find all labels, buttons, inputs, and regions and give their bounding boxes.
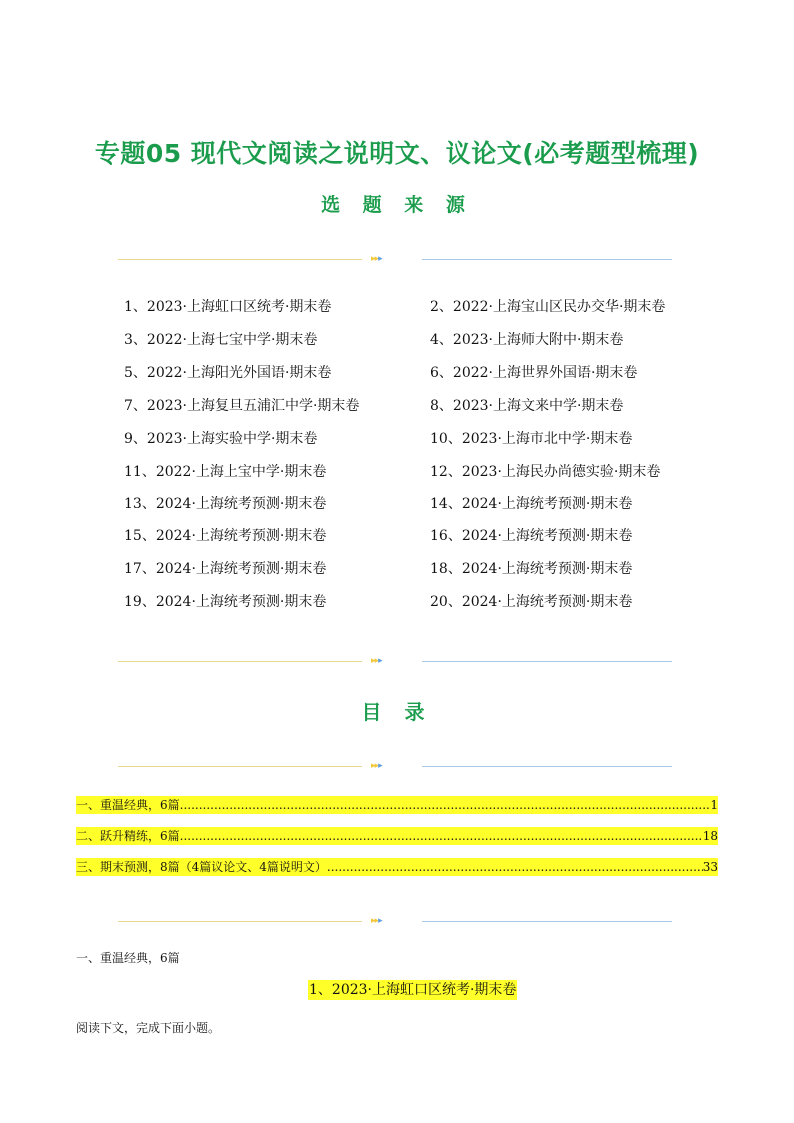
source-item: 8、2023·上海文来中学·期末卷 <box>430 398 624 414</box>
toc-page-number: 1 <box>710 798 718 812</box>
divider <box>118 256 672 264</box>
divider <box>118 658 672 666</box>
sources-heading: 选 题 来 源 <box>321 194 473 216</box>
toc-leader <box>180 796 711 814</box>
divider <box>118 763 672 771</box>
source-item: 6、2022·上海世界外国语·期末卷 <box>430 365 638 381</box>
instruction-text: 阅读下文，完成下面小题。 <box>76 1021 221 1035</box>
source-item: 4、2023·上海师大附中·期末卷 <box>430 332 624 348</box>
source-row <box>0 493 794 526</box>
toc-item[interactable] <box>76 796 718 814</box>
arrow-icon: ▸▸▸ <box>371 761 382 771</box>
source-row <box>0 296 794 329</box>
arrow-icon: ▸▸▸ <box>371 656 382 666</box>
source-row <box>0 395 794 428</box>
toc-item-label: 三、期末预测，8篇（4篇议论文、4篇说明文） <box>76 860 327 874</box>
source-row <box>0 428 794 461</box>
source-item: 18、2024·上海统考预测·期末卷 <box>430 561 633 577</box>
source-item: 3、2022·上海七宝中学·期末卷 <box>124 332 318 348</box>
source-item: 13、2024·上海统考预测·期末卷 <box>124 496 327 512</box>
source-item: 16、2024·上海统考预测·期末卷 <box>430 528 633 544</box>
source-row <box>0 558 794 591</box>
source-item: 7、2023·上海复旦五浦汇中学·期末卷 <box>124 398 360 414</box>
toc-item[interactable] <box>76 858 718 876</box>
toc-item-label: 一、重温经典，6篇 <box>76 798 180 812</box>
source-item: 9、2023·上海实验中学·期末卷 <box>124 431 318 447</box>
arrow-icon: ▸▸▸ <box>371 916 382 926</box>
source-item: 19、2024·上海统考预测·期末卷 <box>124 594 327 610</box>
source-row <box>0 329 794 362</box>
source-item: 12、2023·上海民办尚德实验·期末卷 <box>430 464 661 480</box>
source-item: 5、2022·上海阳光外国语·期末卷 <box>124 365 332 381</box>
toc-page-number: 33 <box>702 860 718 874</box>
source-row <box>0 461 794 494</box>
source-item: 1、2023·上海虹口区统考·期末卷 <box>124 299 332 315</box>
toc-leader <box>327 858 703 876</box>
source-item: 20、2024·上海统考预测·期末卷 <box>430 594 633 610</box>
source-item: 11、2022·上海上宝中学·期末卷 <box>124 464 327 480</box>
divider <box>118 918 672 926</box>
article-title: 1、2023·上海虹口区统考·期末卷 <box>309 982 517 998</box>
source-row <box>0 362 794 395</box>
toc-heading: 目 录 <box>361 700 433 724</box>
source-item: 17、2024·上海统考预测·期末卷 <box>124 561 327 577</box>
toc-item-label: 二、跃升精练，6篇 <box>76 829 180 843</box>
source-item: 15、2024·上海统考预测·期末卷 <box>124 528 327 544</box>
toc-page-number: 18 <box>702 829 718 843</box>
source-item: 14、2024·上海统考预测·期末卷 <box>430 496 633 512</box>
source-row <box>0 591 794 624</box>
source-item: 2、2022·上海宝山区民办交华·期末卷 <box>430 299 666 315</box>
section-heading: 一、重温经典，6篇 <box>76 951 180 965</box>
source-item: 10、2023·上海市北中学·期末卷 <box>430 431 633 447</box>
toc-item[interactable] <box>76 827 718 845</box>
source-row <box>0 525 794 558</box>
page-title: 专题05 现代文阅读之说明文、议论文(必考题型梳理) <box>94 139 700 168</box>
toc-leader <box>180 827 703 845</box>
arrow-icon: ▸▸▸ <box>371 254 382 264</box>
